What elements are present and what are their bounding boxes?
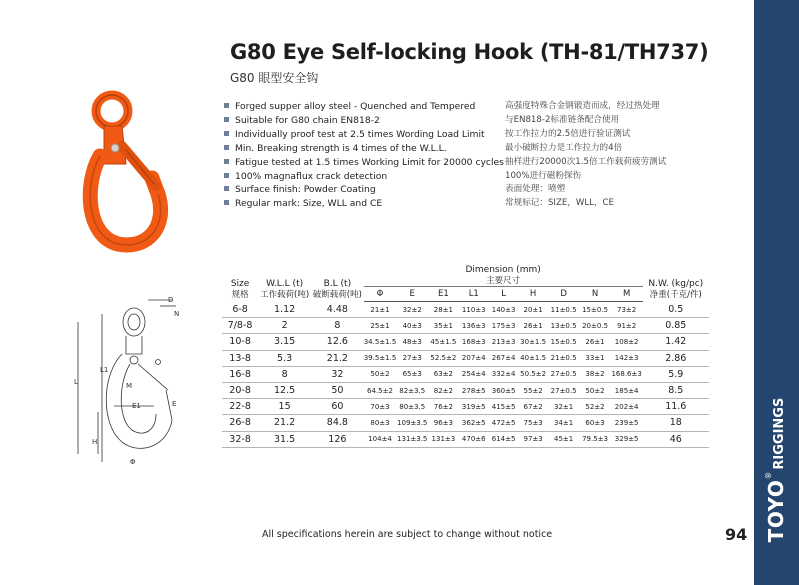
cell-dimension: 332±4 xyxy=(489,366,518,382)
cell-dimension: 34.5±1.5 xyxy=(364,334,397,350)
hook-technical-drawing xyxy=(22,294,197,474)
label-n: N xyxy=(174,310,180,318)
cell-dimension: 109±3.5 xyxy=(396,415,428,431)
cell-bl: 12.6 xyxy=(311,334,364,350)
cell-dimension: 75±3 xyxy=(518,415,548,431)
cell-size: 20-8 xyxy=(222,382,258,398)
brand-logo: TOYO®RIGGINGS xyxy=(764,397,788,543)
cell-size: 32-8 xyxy=(222,431,258,447)
cell-wll: 8 xyxy=(258,366,311,382)
cell-dimension: 213±3 xyxy=(489,334,518,350)
cell-dimension: 45±1.5 xyxy=(428,334,459,350)
cell-nw: 2.86 xyxy=(643,350,709,366)
cell-dimension: 32±1 xyxy=(548,399,579,415)
cell-dimension: 472±5 xyxy=(489,415,518,431)
cell-dimension: 136±3 xyxy=(459,318,489,334)
cell-dimension: 55±2 xyxy=(518,382,548,398)
cell-dimension: 185±4 xyxy=(611,382,643,398)
cell-dimension: 254±4 xyxy=(459,366,489,382)
label-l1: L1 xyxy=(100,366,109,374)
cell-nw: 11.6 xyxy=(643,399,709,415)
cell-dimension: 79.5±3 xyxy=(579,431,610,447)
cell-dimension: 30±1.5 xyxy=(518,334,548,350)
cell-dimension: 38±2 xyxy=(579,366,610,382)
cell-dimension: 48±3 xyxy=(396,334,428,350)
cell-nw: 1.42 xyxy=(643,334,709,350)
label-m: M xyxy=(126,382,133,390)
cell-wll: 15 xyxy=(258,399,311,415)
feature-item-cn: 最小破断拉力是工作拉力的4倍 xyxy=(505,142,623,153)
bullet-icon xyxy=(224,200,229,205)
cell-dimension: 50±2 xyxy=(579,382,610,398)
col-h-header: H xyxy=(518,287,548,302)
feature-item: Fatigue tested at 1.5 times Working Limit for 20000 cycles xyxy=(224,156,504,170)
page-number: 94 xyxy=(725,525,748,544)
cell-bl: 21.2 xyxy=(311,350,364,366)
label-l: L xyxy=(74,378,78,386)
cell-dimension: 27±0.5 xyxy=(548,366,579,382)
table-row xyxy=(222,350,709,366)
table-row xyxy=(222,399,709,415)
cell-dimension: 13±0.5 xyxy=(548,318,579,334)
cell-dimension: 142±3 xyxy=(611,350,643,366)
col-e-header: E xyxy=(396,287,428,302)
label-phi: Φ xyxy=(130,458,136,466)
cell-nw: 5.9 xyxy=(643,366,709,382)
cell-dimension: 96±3 xyxy=(428,415,459,431)
cell-dimension: 207±4 xyxy=(459,350,489,366)
col-l1-header: L1 xyxy=(459,287,489,302)
cell-dimension: 202±4 xyxy=(611,399,643,415)
cell-dimension: 39.5±1.5 xyxy=(364,350,397,366)
cell-dimension: 415±5 xyxy=(489,399,518,415)
bullet-icon xyxy=(224,173,229,178)
cell-dimension: 319±5 xyxy=(459,399,489,415)
bullet-icon xyxy=(224,159,229,164)
table-row xyxy=(222,318,709,334)
spec-table-body xyxy=(222,302,709,448)
bullet-icon xyxy=(224,145,229,150)
bullet-icon xyxy=(224,117,229,122)
cell-dimension: 60±3 xyxy=(579,415,610,431)
cell-size: 16-8 xyxy=(222,366,258,382)
cell-dimension: 40±1.5 xyxy=(518,350,548,366)
cell-dimension: 267±4 xyxy=(489,350,518,366)
cell-wll: 31.5 xyxy=(258,431,311,447)
cell-dimension: 21±1 xyxy=(364,302,397,318)
cell-size: 13-8 xyxy=(222,350,258,366)
cell-dimension: 26±1 xyxy=(518,318,548,334)
cell-nw: 0.5 xyxy=(643,302,709,318)
cell-dimension: 33±1 xyxy=(579,350,610,366)
feature-list-en xyxy=(224,100,504,211)
cell-bl: 50 xyxy=(311,382,364,398)
feature-item: Suitable for G80 chain EN818-2 xyxy=(224,114,504,128)
cell-dimension: 35±1 xyxy=(428,318,459,334)
cell-dimension: 20±1 xyxy=(518,302,548,318)
cell-nw: 46 xyxy=(643,431,709,447)
cell-bl: 32 xyxy=(311,366,364,382)
label-d: D xyxy=(168,296,174,304)
col-bl-header: B.L (t) 破断载荷(吨) xyxy=(312,278,362,300)
feature-list-cn xyxy=(505,100,666,211)
feature-item: Forged supper alloy steel - Quenched and Tempered xyxy=(224,100,504,114)
cell-dimension: 140±3 xyxy=(489,302,518,318)
col-nw-header: N.W. (kg/pc) 净重(千克/件) xyxy=(648,278,704,300)
feature-item: Individually proof test at 2.5 times Wording Load Limit xyxy=(224,128,504,142)
cell-dimension: 76±2 xyxy=(428,399,459,415)
hook-product-image xyxy=(82,86,182,256)
col-size-header: Size 规格 xyxy=(230,278,250,300)
table-row xyxy=(222,415,709,431)
cell-dimension: 26±1 xyxy=(579,334,610,350)
cell-dimension: 20±0.5 xyxy=(579,318,610,334)
cell-dimension: 63±2 xyxy=(428,366,459,382)
cell-dimension: 65±3 xyxy=(396,366,428,382)
feature-item-cn: 按工作拉力的2.5倍进行验证测试 xyxy=(505,128,631,139)
cell-dimension: 52.5±2 xyxy=(428,350,459,366)
col-m-header: M xyxy=(611,287,643,302)
cell-dimension: 27±0.5 xyxy=(548,382,579,398)
cell-nw: 8.5 xyxy=(643,382,709,398)
feature-item-cn: 常规标记：SIZE，WLL，CE xyxy=(505,198,614,209)
feature-item: Min. Breaking strength is 4 times of the W.L.L. xyxy=(224,142,504,156)
cell-dimension: 97±3 xyxy=(518,431,548,447)
feature-item-cn: 与EN818-2标准链条配合使用 xyxy=(505,114,620,125)
label-h: H xyxy=(92,438,98,446)
cell-dimension: 45±1 xyxy=(548,431,579,447)
disclaimer-footer: All specifications herein are subject to change without notice xyxy=(262,529,553,540)
feature-item-cn: 抽样进行20000次1.5倍工作载荷疲劳测试 xyxy=(505,156,667,167)
cell-size: 22-8 xyxy=(222,399,258,415)
feature-item: Regular mark: Size, WLL and CE xyxy=(224,197,504,211)
cell-dimension: 362±5 xyxy=(459,415,489,431)
label-e: E xyxy=(172,400,177,408)
cell-dimension: 21±0.5 xyxy=(548,350,579,366)
cell-bl: 60 xyxy=(311,399,364,415)
col-dimension-header: Dimension (mm) 主要尺寸 xyxy=(465,265,541,286)
cell-dimension: 50±2 xyxy=(364,366,397,382)
feature-item-cn: 100%进行磁粉探伤 xyxy=(505,170,582,181)
cell-dimension: 27±3 xyxy=(396,350,428,366)
cell-dimension: 32±2 xyxy=(396,302,428,318)
cell-wll: 21.2 xyxy=(258,415,311,431)
cell-dimension: 34±1 xyxy=(548,415,579,431)
cell-dimension: 28±1 xyxy=(428,302,459,318)
bullet-icon xyxy=(224,186,229,191)
cell-dimension: 15±0.5 xyxy=(548,334,579,350)
cell-dimension: 104±4 xyxy=(364,431,397,447)
cell-dimension: 91±2 xyxy=(611,318,643,334)
table-row xyxy=(222,382,709,398)
bullet-icon xyxy=(224,131,229,136)
cell-dimension: 70±3 xyxy=(364,399,397,415)
table-row xyxy=(222,366,709,382)
col-phi-header: Φ xyxy=(364,287,397,302)
cell-size: 26-8 xyxy=(222,415,258,431)
col-d-header: D xyxy=(548,287,579,302)
cell-dimension: 110±3 xyxy=(459,302,489,318)
cell-dimension: 614±5 xyxy=(489,431,518,447)
label-e1: E1 xyxy=(132,402,141,410)
page-subtitle: G80 眼型安全钩 xyxy=(230,71,319,85)
cell-wll: 12.5 xyxy=(258,382,311,398)
cell-dimension: 82±3.5 xyxy=(396,382,428,398)
spec-table xyxy=(222,265,709,448)
table-row xyxy=(222,334,709,350)
cell-wll: 1.12 xyxy=(258,302,311,318)
cell-size: 6-8 xyxy=(222,302,258,318)
cell-wll: 3.15 xyxy=(258,334,311,350)
cell-dimension: 278±5 xyxy=(459,382,489,398)
cell-nw: 18 xyxy=(643,415,709,431)
col-n-header: N xyxy=(579,287,610,302)
table-row xyxy=(222,431,709,447)
cell-dimension: 64.5±2 xyxy=(364,382,397,398)
cell-wll: 5.3 xyxy=(258,350,311,366)
cell-dimension: 329±5 xyxy=(611,431,643,447)
cell-dimension: 40±3 xyxy=(396,318,428,334)
cell-dimension: 52±2 xyxy=(579,399,610,415)
cell-dimension: 67±2 xyxy=(518,399,548,415)
feature-item-cn: 表面处理：喷塑 xyxy=(505,184,566,195)
cell-dimension: 80±3.5 xyxy=(396,399,428,415)
cell-dimension: 168±3 xyxy=(459,334,489,350)
cell-size: 7/8-8 xyxy=(222,318,258,334)
cell-dimension: 360±5 xyxy=(489,382,518,398)
col-e1-header: E1 xyxy=(428,287,459,302)
cell-dimension: 168.6±3 xyxy=(611,366,643,382)
cell-dimension: 25±1 xyxy=(364,318,397,334)
bullet-icon xyxy=(224,103,229,108)
table-row xyxy=(222,302,709,318)
cell-bl: 126 xyxy=(311,431,364,447)
cell-dimension: 175±3 xyxy=(489,318,518,334)
feature-item: 100% magnaflux crack detection xyxy=(224,170,504,184)
cell-dimension: 82±2 xyxy=(428,382,459,398)
cell-nw: 0.85 xyxy=(643,318,709,334)
cell-dimension: 131±3 xyxy=(428,431,459,447)
cell-size: 10-8 xyxy=(222,334,258,350)
cell-bl: 8 xyxy=(311,318,364,334)
col-l-header: L xyxy=(489,287,518,302)
cell-dimension: 80±3 xyxy=(364,415,397,431)
cell-dimension: 50.5±2 xyxy=(518,366,548,382)
feature-item: Surface finish: Powder Coating xyxy=(224,183,504,197)
cell-dimension: 131±3.5 xyxy=(396,431,428,447)
cell-bl: 84.8 xyxy=(311,415,364,431)
cell-dimension: 239±5 xyxy=(611,415,643,431)
page-title: G80 Eye Self-locking Hook (TH-81/TH737) xyxy=(230,40,709,64)
cell-dimension: 15±0.5 xyxy=(579,302,610,318)
cell-dimension: 11±0.5 xyxy=(548,302,579,318)
cell-bl: 4.48 xyxy=(311,302,364,318)
cell-dimension: 470±6 xyxy=(459,431,489,447)
cell-dimension: 108±2 xyxy=(611,334,643,350)
col-wll-header: W.L.L (t) 工作载荷(吨) xyxy=(260,278,310,300)
cell-wll: 2 xyxy=(258,318,311,334)
cell-dimension: 73±2 xyxy=(611,302,643,318)
feature-item-cn: 高强度特殊合金钢锻造而成，经过热处理 xyxy=(505,101,660,111)
